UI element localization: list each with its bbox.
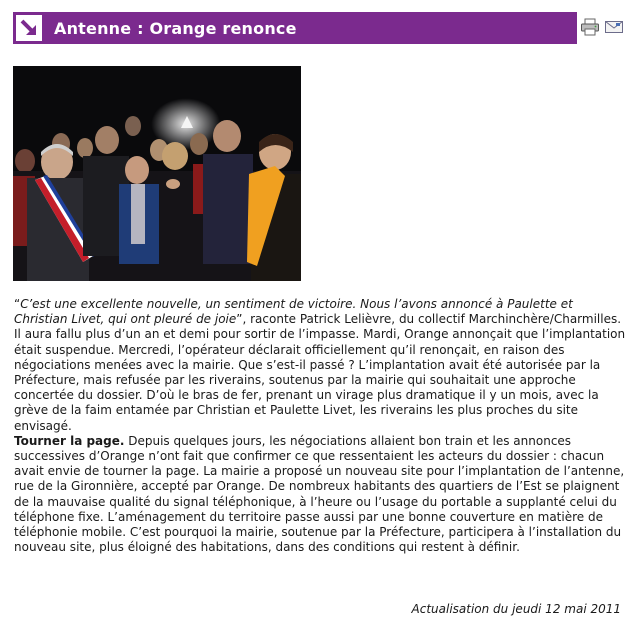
quote-open: “ — [14, 297, 21, 311]
page-title: Antenne : Orange renonce — [54, 18, 297, 38]
lead-paragraph — [14, 297, 626, 434]
article-body — [14, 297, 626, 555]
second-paragraph — [14, 434, 626, 556]
lead-quote: C’est une excellente nouvelle, un sentiment de victoire. Nous l’avons annoncé à Paulette et Christian Livet, qui ont pleuré de joie — [14, 297, 573, 327]
article-tools — [580, 18, 624, 36]
arrow-down-right-icon — [16, 15, 42, 41]
email-icon[interactable] — [604, 18, 624, 36]
article-photo — [13, 66, 301, 281]
body-text: Depuis quelques jours, les négociations allaient bon train et les annonces successives d’Orange n’ont fait que confirmer ce que ressentaient les acteurs du dossier : chacun avait envie de tourner la page. La mairie a proposé un nouveau site pour l’implantation de l’antenne, rue de la Gironnière, accepté par Orange. De nombreux habitants des quartiers de l’Est se plaignent de la mauvaise qualité du signal téléphonique, à l’heure ou l’usage du portable a supplanté celui du téléphone fixe. L’aménagement du territoire passe aussi par une bonne couverture en matière de téléphonie mobile. C’est pourquoi la mairie, soutenue par la Préfecture, participera à l’installation du nouveau site, plus éloigné des habitations, dans des conditions qui restent à définir. — [14, 433, 625, 555]
subhead: Tourner la page. — [14, 433, 125, 448]
print-icon[interactable] — [580, 18, 600, 36]
lead-text: ”, raconte Patrick Lelièvre, du collectif Marchinchère/Charmilles. Il aura fallu plus d’un an et demi pour sortir de l’impasse. Mardi, Orange annonçait que l’implantation était suspendue. Mercredi, l’opérateur déclarait officiellement qu’il renonçait, en raison des négociations menées avec la mairie. Que s’est-il passé ? L’implantation avait été autorisée par la Préfecture, mais refusée par les riverains, soutenus par la mairie qui souhaitait une approche concertée du dossier. D’où le bras de fer, prenant un virage plus dramatique il y un mois, avec la grève de la faim entamée par Christian et Paulette Livet, les riverains les plus proches du site envisagé. — [14, 312, 626, 433]
update-date: Actualisation du jeudi 12 mai 2011 — [411, 602, 621, 616]
title-bar — [13, 12, 577, 44]
